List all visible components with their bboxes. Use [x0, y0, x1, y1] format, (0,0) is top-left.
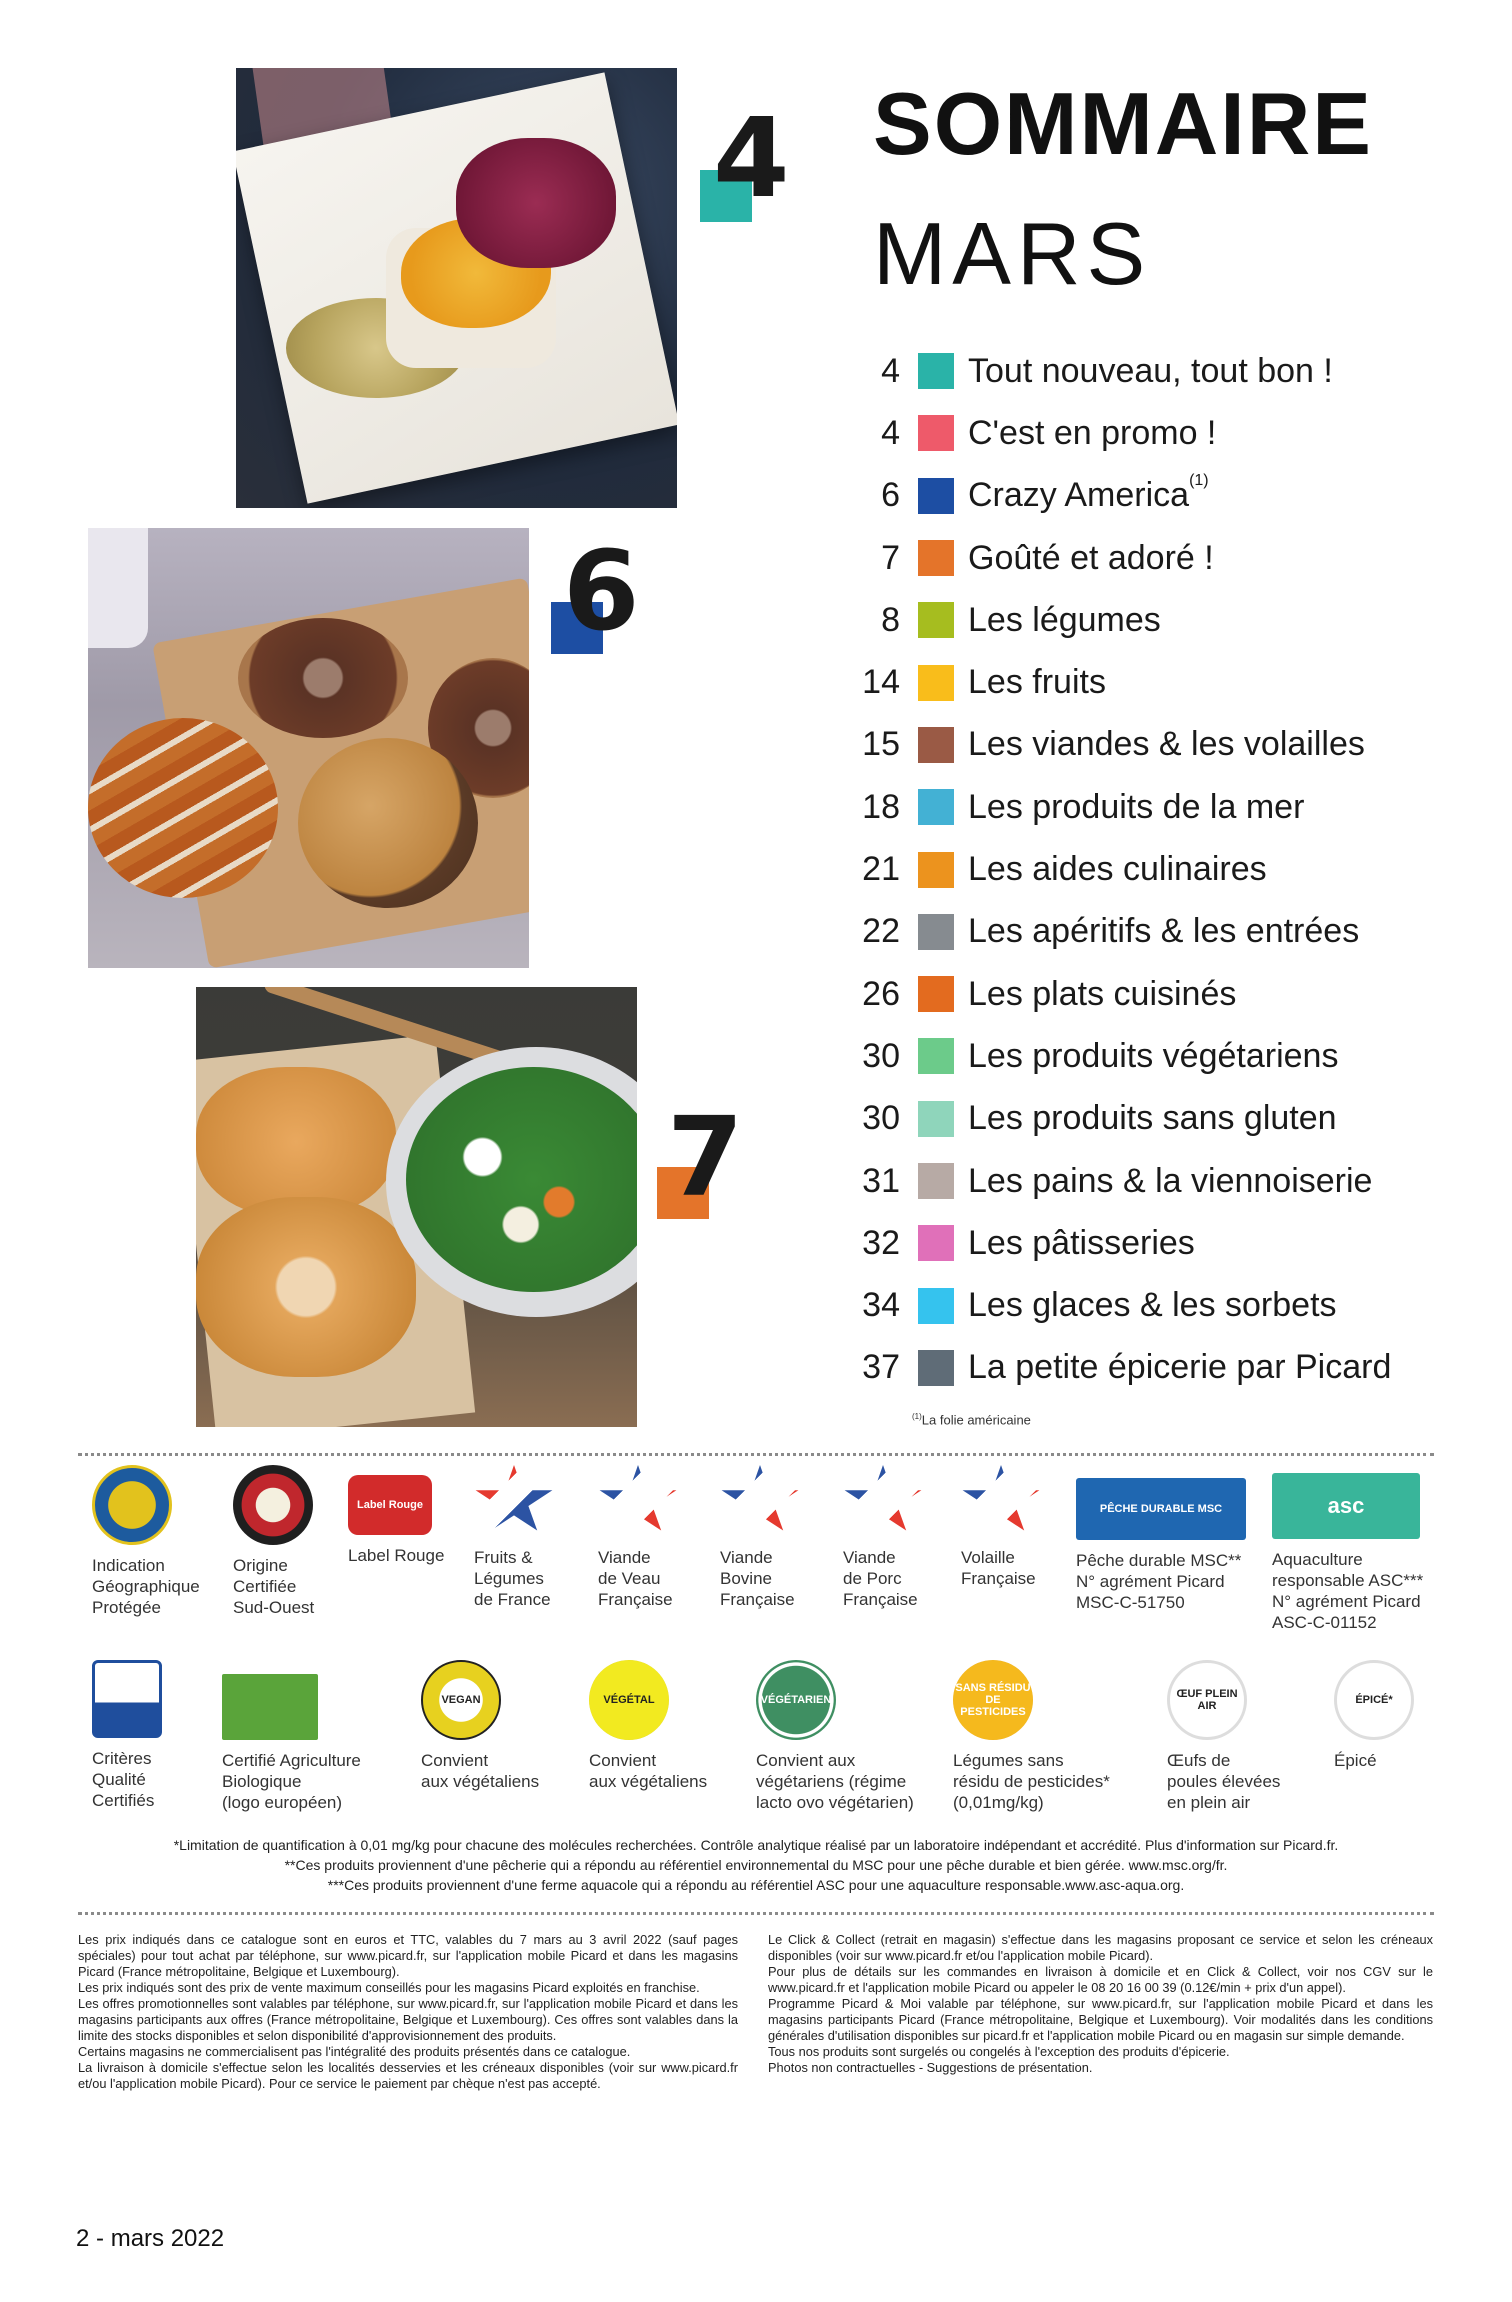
quality-label-text: Certifié Agriculture Biologique (logo européen) — [222, 1751, 361, 1812]
toc-footnote-marker: (1) — [912, 1412, 922, 1421]
divider-bottom — [78, 1912, 1434, 1915]
quality-label — [1076, 1478, 1246, 1613]
photo-cordon-bleu-vegetables — [196, 987, 637, 1427]
toc-color-square — [918, 914, 954, 950]
toc-color-square — [918, 353, 954, 389]
icon-badge-text: Label Rouge — [356, 1499, 423, 1511]
vegetal-icon — [589, 1660, 669, 1740]
quality-label — [421, 1660, 539, 1792]
icon-badge-text: ŒUF PLEIN AIR — [1176, 1688, 1238, 1712]
toc-color-square — [918, 789, 954, 825]
quality-label-text: Viande de Porc Française — [843, 1548, 918, 1609]
footer-month: mars 2022 — [110, 2225, 225, 2252]
toc-label-footnote-marker: (1) — [1189, 472, 1209, 490]
toc-item — [840, 527, 1460, 589]
quality-label — [222, 1668, 361, 1813]
quality-label — [1167, 1660, 1280, 1813]
toc-item — [840, 1150, 1460, 1212]
quality-label-text: Viande de Veau Française — [598, 1548, 673, 1609]
feature-number-7: 7 — [667, 1093, 744, 1221]
toc-item — [840, 1337, 1460, 1399]
toc-label — [968, 850, 1267, 889]
toc-item — [840, 651, 1460, 713]
oeuf-plein-air-icon — [1167, 1660, 1247, 1740]
quality-label — [348, 1465, 444, 1566]
quality-label-text: Convient aux végétariens (régime lacto ovo végétarien) — [756, 1751, 914, 1812]
quality-label — [589, 1660, 707, 1792]
toc-label — [968, 472, 1209, 515]
toc-color-square — [918, 1163, 954, 1199]
toc-item — [840, 340, 1460, 402]
toc-color-square — [918, 415, 954, 451]
feature-number-6: 6 — [563, 527, 640, 655]
sans-residu-pesticides-icon — [953, 1660, 1033, 1740]
toc-label-text: Les produits sans gluten — [968, 1099, 1337, 1138]
feature-number-4: 4 — [713, 94, 790, 222]
asc-icon — [1272, 1473, 1420, 1539]
quality-label-text: Fruits & Légumes de France — [474, 1548, 551, 1609]
toc-page-number: 4 — [881, 413, 900, 452]
quality-label-text: Volaille Française — [961, 1548, 1036, 1588]
legal-paragraph: Programme Picard & Moi valable par téléphone, sur www.picard.fr, sur l'application mobile Picard et dans les magasins participants Picard (France métropolitaine, Belgique et Luxembourg). Voir modalités dans les conditions générales d'utilisation disponibles sur picard.fr et l'application mobile Picard ou en magasin sur simple demande. — [768, 1996, 1433, 2043]
legal-paragraph: La livraison à domicile s'effectue selon les localités desservies et les créneaux disponibles (voir sur www.picard.fr et/ou l'application mobile Picard). Pour ce service le paiement par chèque n'est pas accepté. — [78, 2060, 738, 2091]
toc-page-number: 21 — [862, 850, 900, 889]
toc-label-text: Les glaces & les sorbets — [968, 1286, 1337, 1325]
toc-label-text: Les viandes & les volailles — [968, 725, 1365, 764]
quality-label — [961, 1465, 1041, 1589]
toc-page-number: 15 — [862, 725, 900, 764]
toc-label-text: Les pâtisseries — [968, 1223, 1195, 1262]
vegan-icon — [421, 1660, 501, 1740]
quality-label-text: Origine Certifiée Sud-Ouest — [233, 1556, 315, 1617]
toc-color-square — [918, 1350, 954, 1386]
icon-badge-text: ÉPICÉ* — [1355, 1694, 1393, 1706]
epice-icon — [1334, 1660, 1414, 1740]
quality-label — [756, 1660, 914, 1813]
legal-text-left — [78, 1932, 738, 2092]
toc-label — [968, 414, 1216, 453]
quality-label-text: Aquaculture responsable ASC*** N° agrément Picard ASC-C-01152 — [1272, 1550, 1424, 1632]
toc-label — [968, 1224, 1195, 1263]
footer-separator: - — [96, 2225, 105, 2252]
toc-footnote — [912, 1412, 1031, 1427]
page-subtitle-month: MARS — [873, 204, 1152, 303]
quality-label — [474, 1465, 554, 1610]
toc-label — [968, 539, 1214, 578]
quality-label — [92, 1465, 200, 1618]
footnote-pesticides: *Limitation de quantification à 0,01 mg/kg pour chacune des molécules recherchées. Contrôle analytique réalisé par un laboratoire indépendant et accrédité. Plus d'information sur Picard.fr. — [173, 1837, 1339, 1853]
quality-label-text: Œufs de poules élevées en plein air — [1167, 1751, 1281, 1812]
toc-color-square — [918, 1101, 954, 1137]
toc-label-text: Les apéritifs & les entrées — [968, 912, 1360, 951]
toc-item — [840, 776, 1460, 838]
toc-color-square — [918, 727, 954, 763]
toc-label-text: C'est en promo ! — [968, 413, 1217, 452]
toc-page-number: 32 — [862, 1223, 900, 1262]
icon-badge-text: VEGAN — [441, 1694, 481, 1706]
toc-item — [840, 838, 1460, 900]
toc-page-number: 8 — [881, 600, 900, 639]
toc-label — [968, 352, 1333, 391]
legal-paragraph: Le Click & Collect (retrait en magasin) s'effectue dans les magasins proposant ce service et selon les créneaux disponibles (voir sur www.picard.fr et/ou l'application mobile Picard). — [768, 1932, 1433, 1963]
toc-page-number: 18 — [862, 787, 900, 826]
quality-label — [598, 1465, 678, 1610]
legal-text-right — [768, 1932, 1433, 2076]
toc-label — [968, 912, 1359, 951]
toc-item — [840, 402, 1460, 464]
quality-label-text: Légumes sans résidu de pesticides* (0,01mg/kg) — [953, 1751, 1110, 1812]
toc-footnote-text: La folie américaine — [921, 1412, 1031, 1428]
quality-label-text: Indication Géographique Protégée — [92, 1556, 200, 1617]
fruits-legumes-de-france-icon — [474, 1465, 554, 1537]
quality-label — [233, 1465, 314, 1618]
toc-page-number: 26 — [862, 974, 900, 1013]
viande-bovine-icon — [720, 1465, 800, 1537]
icon-badge-text: asc — [1327, 1493, 1365, 1518]
quality-label-text: Pêche durable MSC** N° agrément Picard MSC-C-51750 — [1076, 1551, 1242, 1612]
toc-label-text: Les produits végétariens — [968, 1036, 1339, 1075]
quality-label — [92, 1660, 162, 1811]
toc-page-number: 37 — [862, 1348, 900, 1387]
toc-color-square — [918, 602, 954, 638]
toc-label — [968, 725, 1365, 764]
divider-top — [78, 1453, 1434, 1456]
icon-badge-text: VÉGÉTARIEN — [760, 1694, 832, 1706]
photo-fish-dish — [236, 68, 677, 508]
quality-label-text: Label Rouge — [348, 1546, 445, 1565]
toc-label — [968, 1037, 1338, 1076]
toc-label — [968, 663, 1106, 702]
page-footer — [76, 2225, 224, 2253]
toc-color-square — [918, 976, 954, 1012]
quality-label — [720, 1465, 800, 1610]
toc-color-square — [918, 1038, 954, 1074]
toc-color-square — [918, 1225, 954, 1261]
toc-label — [968, 1286, 1337, 1325]
quality-label-text: Viande Bovine Française — [720, 1548, 795, 1609]
icon-badge-text: PÊCHE DURABLE MSC — [1099, 1503, 1223, 1515]
legal-paragraph: Pour plus de détails sur les commandes en livraison à domicile et en Click & Collect, voir nos CGV sur le www.picard.fr et l'application mobile Picard ou appeler le 08 20 16 00 39 (0.12€/min + prix d'un appel). — [768, 1964, 1433, 1995]
toc-page-number: 14 — [862, 663, 900, 702]
icon-badge-text: VÉGÉTAL — [603, 1694, 655, 1706]
legal-paragraph: Tous nos produits sont surgelés ou congelés à l'exception des produits d'épicerie. — [768, 2044, 1230, 2059]
toc-label — [968, 1348, 1391, 1387]
toc-label-text: Les aides culinaires — [968, 850, 1267, 889]
toc-page-number: 7 — [881, 538, 900, 577]
igp-icon — [92, 1465, 172, 1545]
toc-label — [968, 975, 1236, 1014]
toc-page-number: 6 — [881, 476, 900, 515]
legal-paragraph: Les offres promotionnelles sont valables par téléphone, sur www.picard.fr, sur l'application mobile Picard et dans les magasins participants aux offres (France métropolitaine, Belgique et Luxembourg). Ces offres sont valables dans la limite des stocks disponibles et selon disponibilité d'approvisionnement des produits. — [78, 1996, 738, 2043]
toc-label — [968, 601, 1161, 640]
toc-color-square — [918, 852, 954, 888]
toc-label — [968, 1099, 1337, 1138]
toc-label-text: Tout nouveau, tout bon ! — [968, 351, 1333, 390]
toc-item — [840, 1025, 1460, 1087]
page-number: 2 — [76, 2225, 90, 2252]
toc-color-square — [918, 665, 954, 701]
toc-label-text: Les produits de la mer — [968, 787, 1305, 826]
toc-color-square — [918, 540, 954, 576]
toc-item — [840, 1274, 1460, 1336]
icon-badge-text: SANS RÉSIDU DE PESTICIDES — [955, 1682, 1031, 1718]
veau-francais-icon — [598, 1465, 678, 1537]
toc-label-text: Les légumes — [968, 600, 1161, 639]
toc-color-square — [918, 1288, 954, 1324]
ocso-icon — [233, 1465, 313, 1545]
criteres-qualite-icon — [92, 1660, 162, 1738]
footnote-msc: **Ces produits proviennent d'une pêcherie qui a répondu au référentiel environnemental du MSC pour une pêche durable et bien gérée. www.msc.org/fr. — [284, 1857, 1228, 1873]
volaille-francaise-icon — [961, 1465, 1041, 1537]
quality-label — [1334, 1660, 1414, 1771]
quality-label — [953, 1660, 1110, 1813]
quality-label — [1272, 1473, 1423, 1633]
toc-item — [840, 1088, 1460, 1150]
vegetarien-icon — [756, 1660, 836, 1740]
toc-page-number: 30 — [862, 1036, 900, 1075]
toc-page-number: 31 — [862, 1161, 900, 1200]
toc-label-text: Goûté et adoré ! — [968, 538, 1214, 577]
toc-page-number: 4 — [881, 351, 900, 390]
footnote-asc: ***Ces produits proviennent d'une ferme aquacole qui a répondu au référentiel ASC pour une aquaculture responsable.www.asc-aqua.org. — [327, 1877, 1185, 1893]
toc-label — [968, 788, 1304, 827]
toc-page-number: 22 — [862, 912, 900, 951]
quality-label-text: Épicé — [1334, 1751, 1377, 1770]
agriculture-biologique-icon — [222, 1674, 318, 1740]
toc-item — [840, 963, 1460, 1025]
toc-label-text: Crazy America — [968, 476, 1190, 515]
toc-color-square — [918, 478, 954, 514]
label-rouge-icon — [348, 1475, 432, 1535]
legal-paragraph: Les prix indiqués dans ce catalogue sont en euros et TTC, valables du 7 mars au 3 avril 2022 (sauf pages spéciales) pour tout achat par téléphone, sur www.picard.fr, sur l'application mobile Picard et dans les magasins Picard (France métropolitaine, Belgique et Luxembourg). — [78, 1932, 738, 1979]
toc-label-text: Les pains & la viennoiserie — [968, 1161, 1373, 1200]
toc-item — [840, 465, 1460, 527]
toc-label-text: Les plats cuisinés — [968, 974, 1237, 1013]
quality-label-text: Critères Qualité Certifiés — [92, 1749, 155, 1810]
toc-label-text: La petite épicerie par Picard — [968, 1348, 1392, 1387]
legal-paragraph: Les prix indiqués sont des prix de vente maximum conseillés pour les magasins Picard exploités en franchise. — [78, 1980, 700, 1995]
quality-label-text: Convient aux végétaliens — [589, 1751, 708, 1791]
msc-icon — [1076, 1478, 1246, 1540]
table-of-contents — [840, 340, 1460, 1399]
porc-francais-icon — [843, 1465, 923, 1537]
toc-item — [840, 589, 1460, 651]
toc-page-number: 30 — [862, 1099, 900, 1138]
legal-paragraph: Certains magasins ne commercialisent pas l'intégralité des produits présentés dans ce catalogue. — [78, 2044, 631, 2059]
toc-label — [968, 1162, 1372, 1201]
quality-label — [843, 1465, 923, 1610]
legal-paragraph: Photos non contractuelles - Suggestions de présentation. — [768, 2060, 1093, 2075]
quality-label-text: Convient aux végétaliens — [421, 1751, 540, 1791]
toc-label-text: Les fruits — [968, 663, 1106, 702]
toc-item — [840, 901, 1460, 963]
toc-page-number: 34 — [862, 1286, 900, 1325]
photo-donuts-pastries — [88, 528, 529, 968]
page-title: SOMMAIRE — [873, 74, 1373, 173]
toc-item — [840, 714, 1460, 776]
toc-item — [840, 1212, 1460, 1274]
